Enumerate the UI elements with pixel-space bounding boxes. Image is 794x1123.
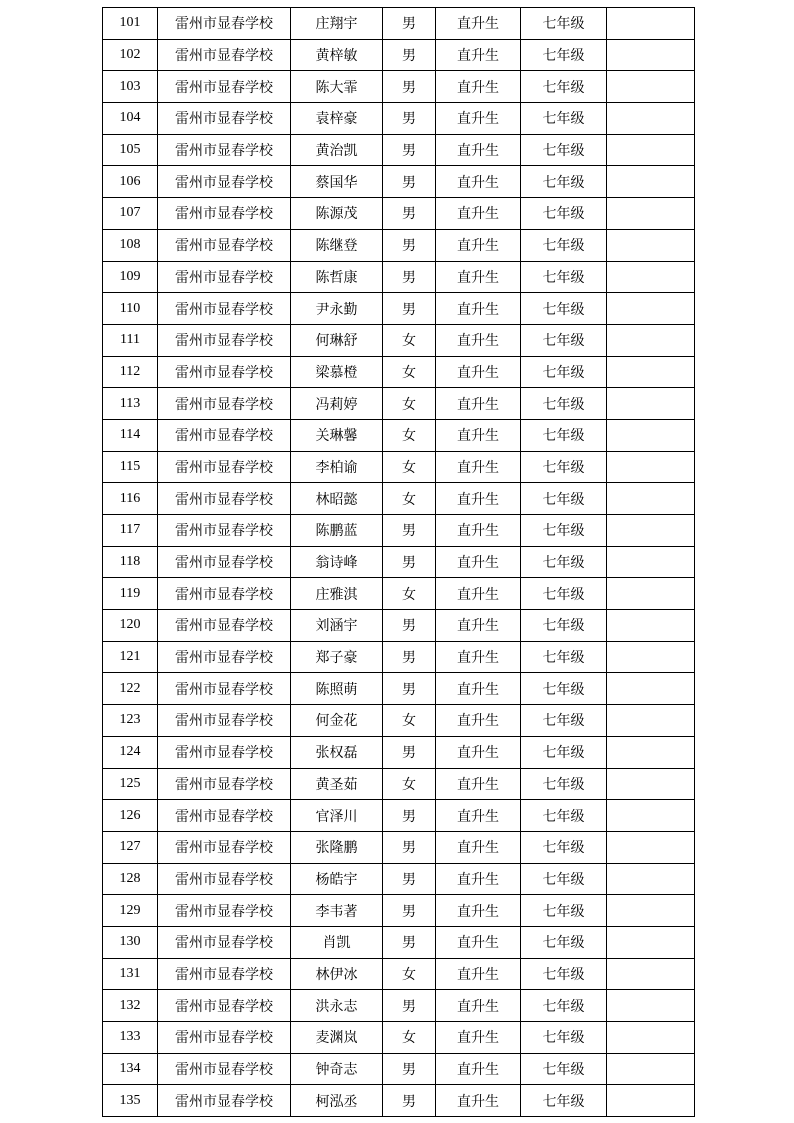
cell-gender: 男 [383,736,436,768]
cell-enrollment-type: 直升生 [436,166,521,198]
cell-note [607,705,695,737]
cell-number: 105 [103,134,158,166]
cell-student-name: 洪永志 [291,990,383,1022]
cell-note [607,958,695,990]
cell-enrollment-type: 直升生 [436,990,521,1022]
cell-number: 101 [103,8,158,40]
cell-enrollment-type: 直升生 [436,958,521,990]
cell-grade: 七年级 [521,515,607,547]
cell-school: 雷州市显春学校 [158,134,291,166]
cell-grade: 七年级 [521,673,607,705]
cell-student-name: 李韦著 [291,895,383,927]
cell-enrollment-type: 直升生 [436,229,521,261]
cell-gender: 女 [383,768,436,800]
cell-note [607,8,695,40]
cell-enrollment-type: 直升生 [436,1022,521,1054]
cell-note [607,198,695,230]
cell-school: 雷州市显春学校 [158,166,291,198]
cell-gender: 男 [383,8,436,40]
cell-enrollment-type: 直升生 [436,483,521,515]
cell-note [607,863,695,895]
cell-note [607,1022,695,1054]
cell-grade: 七年级 [521,388,607,420]
cell-grade: 七年级 [521,103,607,135]
table-row [103,578,695,610]
cell-enrollment-type: 直升生 [436,673,521,705]
cell-note [607,261,695,293]
cell-school: 雷州市显春学校 [158,39,291,71]
table-row [103,39,695,71]
cell-student-name: 郑子豪 [291,641,383,673]
cell-note [607,39,695,71]
cell-number: 106 [103,166,158,198]
cell-school: 雷州市显春学校 [158,451,291,483]
table-row [103,451,695,483]
cell-enrollment-type: 直升生 [436,1085,521,1117]
cell-number: 104 [103,103,158,135]
cell-enrollment-type: 直升生 [436,419,521,451]
cell-student-name: 梁慕橙 [291,356,383,388]
cell-enrollment-type: 直升生 [436,134,521,166]
cell-gender: 女 [383,958,436,990]
cell-school: 雷州市显春学校 [158,1053,291,1085]
cell-note [607,515,695,547]
cell-gender: 男 [383,926,436,958]
table-row [103,103,695,135]
cell-enrollment-type: 直升生 [436,451,521,483]
cell-enrollment-type: 直升生 [436,610,521,642]
cell-grade: 七年级 [521,578,607,610]
cell-school: 雷州市显春学校 [158,800,291,832]
cell-number: 113 [103,388,158,420]
cell-enrollment-type: 直升生 [436,39,521,71]
cell-gender: 女 [383,483,436,515]
cell-note [607,831,695,863]
cell-gender: 男 [383,673,436,705]
table-row [103,641,695,673]
cell-gender: 男 [383,610,436,642]
table-row [103,356,695,388]
cell-gender: 女 [383,705,436,737]
cell-note [607,578,695,610]
cell-student-name: 何琳舒 [291,324,383,356]
cell-number: 119 [103,578,158,610]
cell-number: 135 [103,1085,158,1117]
cell-student-name: 庄雅淇 [291,578,383,610]
cell-grade: 七年级 [521,705,607,737]
cell-gender: 女 [383,324,436,356]
table-row [103,895,695,927]
cell-student-name: 袁梓豪 [291,103,383,135]
cell-number: 108 [103,229,158,261]
cell-school: 雷州市显春学校 [158,388,291,420]
cell-school: 雷州市显春学校 [158,895,291,927]
table-row [103,610,695,642]
cell-gender: 男 [383,103,436,135]
cell-note [607,483,695,515]
cell-number: 130 [103,926,158,958]
cell-enrollment-type: 直升生 [436,641,521,673]
table-row [103,8,695,40]
cell-grade: 七年级 [521,8,607,40]
cell-student-name: 陈源茂 [291,198,383,230]
cell-number: 121 [103,641,158,673]
cell-gender: 女 [383,578,436,610]
cell-note [607,736,695,768]
table-row [103,293,695,325]
table-row [103,705,695,737]
cell-student-name: 黄梓敏 [291,39,383,71]
cell-number: 111 [103,324,158,356]
table-row [103,134,695,166]
table-row [103,926,695,958]
cell-grade: 七年级 [521,863,607,895]
cell-note [607,324,695,356]
cell-grade: 七年级 [521,419,607,451]
cell-number: 102 [103,39,158,71]
cell-note [607,926,695,958]
cell-enrollment-type: 直升生 [436,578,521,610]
cell-school: 雷州市显春学校 [158,356,291,388]
cell-note [607,800,695,832]
cell-gender: 女 [383,356,436,388]
cell-gender: 男 [383,134,436,166]
cell-number: 115 [103,451,158,483]
cell-enrollment-type: 直升生 [436,863,521,895]
cell-number: 132 [103,990,158,1022]
student-table-body [103,8,695,1117]
cell-student-name: 翁诗峰 [291,546,383,578]
table-row [103,166,695,198]
cell-student-name: 柯泓丞 [291,1085,383,1117]
cell-grade: 七年级 [521,451,607,483]
table-row [103,736,695,768]
cell-gender: 男 [383,293,436,325]
cell-note [607,166,695,198]
cell-number: 107 [103,198,158,230]
cell-gender: 男 [383,1053,436,1085]
cell-note [607,673,695,705]
cell-number: 117 [103,515,158,547]
cell-note [607,419,695,451]
cell-note [607,134,695,166]
cell-grade: 七年级 [521,71,607,103]
cell-note [607,103,695,135]
cell-note [607,293,695,325]
cell-note [607,641,695,673]
cell-gender: 男 [383,800,436,832]
table-row [103,1022,695,1054]
cell-enrollment-type: 直升生 [436,324,521,356]
table-row [103,863,695,895]
cell-school: 雷州市显春学校 [158,831,291,863]
cell-student-name: 陈继登 [291,229,383,261]
cell-note [607,356,695,388]
cell-student-name: 关琳馨 [291,419,383,451]
cell-student-name: 陈大霏 [291,71,383,103]
cell-number: 103 [103,71,158,103]
cell-school: 雷州市显春学校 [158,229,291,261]
cell-note [607,990,695,1022]
cell-student-name: 尹永勤 [291,293,383,325]
cell-grade: 七年级 [521,1022,607,1054]
cell-grade: 七年级 [521,483,607,515]
cell-student-name: 陈照萌 [291,673,383,705]
cell-number: 129 [103,895,158,927]
cell-school: 雷州市显春学校 [158,736,291,768]
cell-gender: 男 [383,990,436,1022]
cell-note [607,1085,695,1117]
cell-note [607,451,695,483]
cell-enrollment-type: 直升生 [436,800,521,832]
cell-gender: 男 [383,895,436,927]
cell-gender: 男 [383,198,436,230]
cell-school: 雷州市显春学校 [158,419,291,451]
cell-note [607,768,695,800]
cell-gender: 男 [383,863,436,895]
cell-gender: 男 [383,1085,436,1117]
cell-number: 109 [103,261,158,293]
table-row [103,324,695,356]
cell-school: 雷州市显春学校 [158,8,291,40]
cell-grade: 七年级 [521,800,607,832]
cell-grade: 七年级 [521,1053,607,1085]
cell-grade: 七年级 [521,641,607,673]
cell-school: 雷州市显春学校 [158,990,291,1022]
cell-grade: 七年级 [521,229,607,261]
cell-gender: 男 [383,39,436,71]
cell-grade: 七年级 [521,831,607,863]
student-list-page [102,7,695,1117]
cell-enrollment-type: 直升生 [436,71,521,103]
cell-number: 122 [103,673,158,705]
cell-student-name: 黄治凯 [291,134,383,166]
cell-enrollment-type: 直升生 [436,546,521,578]
cell-grade: 七年级 [521,356,607,388]
cell-student-name: 张隆鹏 [291,831,383,863]
cell-note [607,229,695,261]
cell-student-name: 陈鹏蓝 [291,515,383,547]
cell-student-name: 陈哲康 [291,261,383,293]
cell-school: 雷州市显春学校 [158,71,291,103]
cell-school: 雷州市显春学校 [158,515,291,547]
cell-enrollment-type: 直升生 [436,515,521,547]
cell-student-name: 林昭懿 [291,483,383,515]
cell-gender: 男 [383,641,436,673]
cell-student-name: 林伊冰 [291,958,383,990]
cell-school: 雷州市显春学校 [158,958,291,990]
cell-student-name: 何金花 [291,705,383,737]
cell-number: 124 [103,736,158,768]
cell-student-name: 官泽川 [291,800,383,832]
table-row [103,419,695,451]
cell-school: 雷州市显春学校 [158,546,291,578]
cell-gender: 男 [383,546,436,578]
cell-student-name: 肖凯 [291,926,383,958]
cell-student-name: 钟奇志 [291,1053,383,1085]
cell-gender: 男 [383,166,436,198]
cell-school: 雷州市显春学校 [158,198,291,230]
table-row [103,71,695,103]
cell-grade: 七年级 [521,736,607,768]
table-row [103,958,695,990]
cell-gender: 女 [383,419,436,451]
cell-number: 128 [103,863,158,895]
cell-school: 雷州市显春学校 [158,705,291,737]
cell-grade: 七年级 [521,1085,607,1117]
cell-number: 125 [103,768,158,800]
cell-grade: 七年级 [521,958,607,990]
table-row [103,673,695,705]
cell-gender: 男 [383,71,436,103]
cell-gender: 女 [383,451,436,483]
cell-school: 雷州市显春学校 [158,673,291,705]
cell-grade: 七年级 [521,261,607,293]
cell-student-name: 张权磊 [291,736,383,768]
cell-student-name: 黄圣茹 [291,768,383,800]
cell-number: 120 [103,610,158,642]
cell-enrollment-type: 直升生 [436,293,521,325]
cell-enrollment-type: 直升生 [436,926,521,958]
cell-number: 131 [103,958,158,990]
cell-student-name: 庄翔宇 [291,8,383,40]
cell-enrollment-type: 直升生 [436,8,521,40]
cell-school: 雷州市显春学校 [158,863,291,895]
cell-school: 雷州市显春学校 [158,641,291,673]
cell-number: 110 [103,293,158,325]
cell-school: 雷州市显春学校 [158,261,291,293]
table-row [103,229,695,261]
cell-enrollment-type: 直升生 [436,1053,521,1085]
cell-enrollment-type: 直升生 [436,103,521,135]
cell-school: 雷州市显春学校 [158,324,291,356]
cell-grade: 七年级 [521,546,607,578]
cell-enrollment-type: 直升生 [436,831,521,863]
cell-enrollment-type: 直升生 [436,261,521,293]
table-row [103,768,695,800]
table-row [103,546,695,578]
cell-student-name: 冯莉婷 [291,388,383,420]
cell-grade: 七年级 [521,39,607,71]
cell-note [607,388,695,420]
cell-school: 雷州市显春学校 [158,578,291,610]
table-row [103,990,695,1022]
cell-number: 133 [103,1022,158,1054]
table-row [103,515,695,547]
cell-student-name: 刘涵宇 [291,610,383,642]
cell-enrollment-type: 直升生 [436,768,521,800]
cell-grade: 七年级 [521,895,607,927]
cell-gender: 女 [383,1022,436,1054]
cell-grade: 七年级 [521,324,607,356]
cell-school: 雷州市显春学校 [158,483,291,515]
cell-enrollment-type: 直升生 [436,388,521,420]
table-row [103,388,695,420]
cell-number: 118 [103,546,158,578]
cell-note [607,895,695,927]
cell-number: 126 [103,800,158,832]
cell-student-name: 蔡国华 [291,166,383,198]
cell-grade: 七年级 [521,166,607,198]
cell-grade: 七年级 [521,926,607,958]
cell-number: 114 [103,419,158,451]
cell-gender: 男 [383,515,436,547]
cell-note [607,546,695,578]
cell-grade: 七年级 [521,768,607,800]
table-row [103,261,695,293]
cell-note [607,71,695,103]
cell-grade: 七年级 [521,198,607,230]
cell-number: 134 [103,1053,158,1085]
cell-enrollment-type: 直升生 [436,198,521,230]
table-row [103,831,695,863]
cell-school: 雷州市显春学校 [158,293,291,325]
cell-enrollment-type: 直升生 [436,895,521,927]
cell-student-name: 麦渊岚 [291,1022,383,1054]
table-row [103,483,695,515]
cell-student-name: 李柏谕 [291,451,383,483]
cell-school: 雷州市显春学校 [158,103,291,135]
cell-grade: 七年级 [521,990,607,1022]
cell-school: 雷州市显春学校 [158,768,291,800]
table-row [103,1053,695,1085]
table-row [103,800,695,832]
cell-school: 雷州市显春学校 [158,926,291,958]
cell-note [607,1053,695,1085]
student-table [102,7,695,1117]
cell-enrollment-type: 直升生 [436,356,521,388]
cell-gender: 男 [383,261,436,293]
cell-number: 116 [103,483,158,515]
cell-school: 雷州市显春学校 [158,1022,291,1054]
cell-school: 雷州市显春学校 [158,610,291,642]
cell-note [607,610,695,642]
cell-enrollment-type: 直升生 [436,705,521,737]
cell-gender: 女 [383,388,436,420]
cell-school: 雷州市显春学校 [158,1085,291,1117]
cell-number: 127 [103,831,158,863]
cell-gender: 男 [383,831,436,863]
cell-grade: 七年级 [521,610,607,642]
table-row [103,198,695,230]
cell-enrollment-type: 直升生 [436,736,521,768]
cell-grade: 七年级 [521,293,607,325]
cell-number: 123 [103,705,158,737]
table-row [103,1085,695,1117]
cell-student-name: 杨皓宇 [291,863,383,895]
cell-number: 112 [103,356,158,388]
cell-gender: 男 [383,229,436,261]
cell-grade: 七年级 [521,134,607,166]
